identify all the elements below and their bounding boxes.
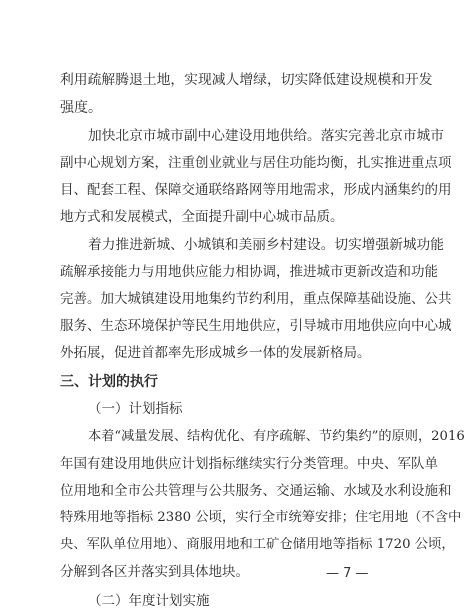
page-number: — 7 — <box>326 566 369 581</box>
text-line: 疏解承接能力与用地供应能力相协调，推进城市更新改造和功能 <box>60 264 438 280</box>
paragraph-heading: 加快北京市城市副中心建设用地供给。落实完善北京市城市 <box>88 128 444 144</box>
text-line: 目、配套工程、保障交通联络路网等用地需求，形成内涵集约的用 <box>60 182 452 198</box>
text-line: 本着“减量发展、结构优化、有序疏解、节约集约”的原则，2016 <box>88 429 465 444</box>
text-line: 完善。加大城镇建设用地集约节约利用，重点保障基础设施、公共 <box>60 291 452 307</box>
paragraph-heading: 着力推进新城、小城镇和美丽乡村建设。切实增强新城功能 <box>88 237 444 253</box>
text-line: 分解到各区并落实到具体地块。 <box>60 564 249 580</box>
text-line: 位用地和全市公共管理与公共服务、交通运输、水域及水利设施和 <box>60 483 452 499</box>
subsection-heading: （二）年度计划实施 <box>88 593 210 609</box>
text-line: 服务、生态环境保护等民生用地供应，引导城市用地供应向中心城 <box>60 318 452 334</box>
text-line: 副中心规划方案，注重创业就业与居住功能均衡，扎实推进重点项 <box>60 155 452 171</box>
text-line: 特殊用地等指标 2380 公顷，实行全市统筹安排；住宅用地（不含中 <box>60 510 462 525</box>
section-heading: 三、计划的执行 <box>60 374 158 390</box>
text-line: 外拓展，促进首都率先形成城乡一体的发展新格局。 <box>60 345 371 361</box>
text-line: 利用疏解腾退土地，实现减人增绿，切实降低建设规模和开发 <box>60 72 433 88</box>
text-line: 地方式和发展模式，全面提升副中心城市品质。 <box>60 209 344 225</box>
subsection-heading: （一）计划指标 <box>88 401 183 417</box>
text-line: 强度。 <box>60 100 102 116</box>
text-line: 年国有建设用地供应计划指标继续实行分类管理。中央、军队单 <box>60 456 438 472</box>
text-line: 央、军队单位用地）、商服用地和工矿仓储用地等指标 1720 公顷， <box>60 537 455 552</box>
